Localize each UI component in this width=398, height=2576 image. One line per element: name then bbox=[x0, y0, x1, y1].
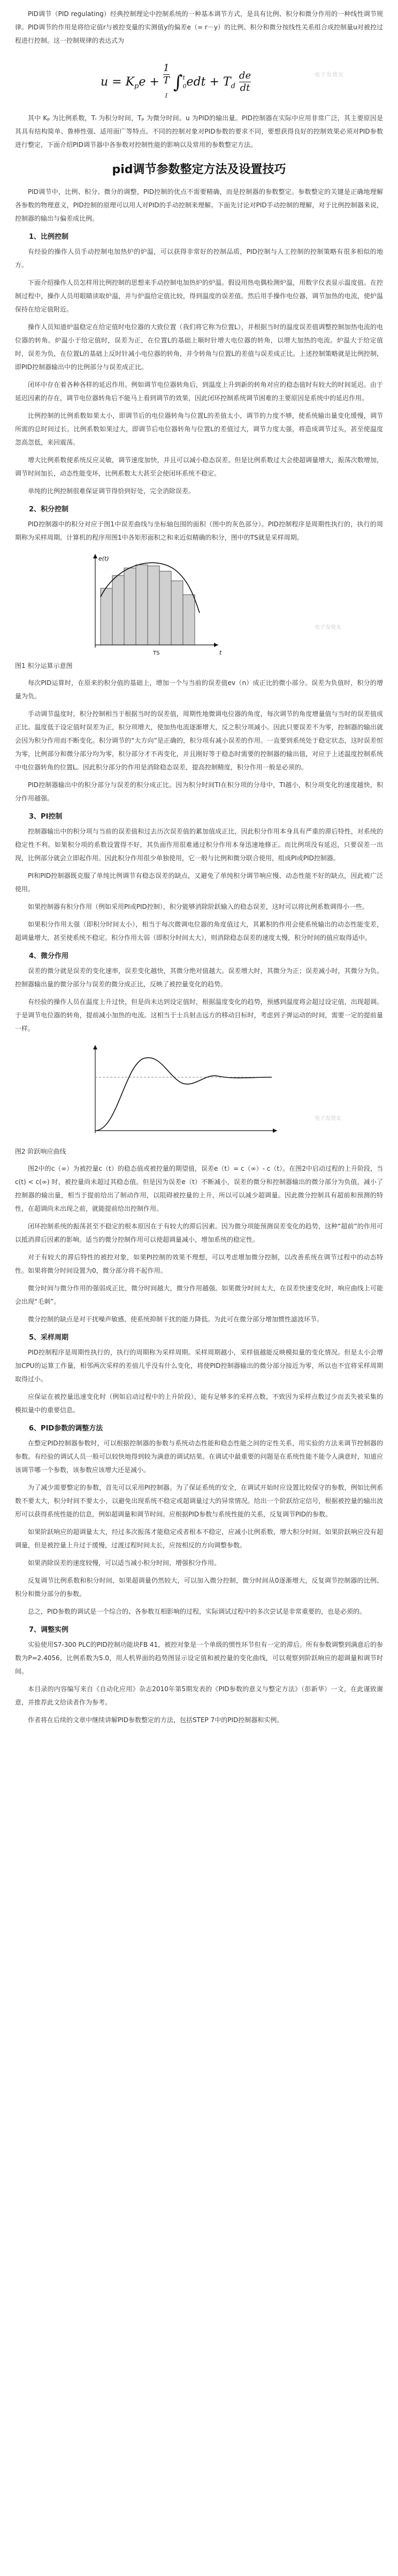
paragraph: 微分控制的缺点是对干扰噪声敏感，使系统抑制干扰的能力降低。为此可在微分部分增加惯性滤波环节。 bbox=[28, 1316, 324, 1323]
integral-fraction: 1 T $_I$ bbox=[163, 63, 170, 99]
paragraph: 每次PID运算时，在原来的积分值的基础上，增加一个与当前的误差值ev（n）成正比的微小部分。误差为负值时，积分的增量为负。 bbox=[15, 679, 383, 700]
paragraph: 总之，PID参数的调试是一个综合的、各参数互相影响的过程，实际调试过程中的多次尝试是非常重要的，也是必须的。 bbox=[28, 1608, 366, 1615]
paragraph: 增大比例系数使系统反应灵敏，调节速度加快，并且可以减小稳态误差。但是比例系数过大会使超调量增大，振荡次数增加，调节时间加长，动态性能变坏，比例系数太大甚至会使闭环系统不稳定。 bbox=[15, 456, 383, 477]
integral-y-label: e(t) bbox=[98, 555, 109, 562]
ts-label: TS bbox=[153, 650, 160, 656]
paragraph: PI和PID控制器既克服了单纯比例调节有稳态误差的缺点，又避免了单纯积分调节响应慢、动态性能不好的缺点，因此被广泛使用。 bbox=[15, 872, 383, 893]
paragraph: 反复调节比例系数和积分时间，如果超调量仍然较大，可以加入微分控制，微分时间从0逐渐增大，反复调节控制器的比例、积分和微分部分的参数。 bbox=[15, 1577, 383, 1598]
paragraph: 单纯的比例控制很难保证调节得恰到好处，完全消除误差。 bbox=[28, 487, 195, 495]
section-heading: 1、比例控制 bbox=[29, 233, 69, 241]
paragraph: 作者将在后续的文章中继续讲解PID参数整定的方法，包括STEP 7中的PID控制器和实例。 bbox=[28, 1716, 284, 1724]
pid-equation: $u = K_pe$ + 1 T $_I$ ∫ t 0 edt + $T_d$ $\frac{de}{dt}$ bbox=[101, 63, 251, 102]
integral-x-label: t bbox=[219, 649, 222, 656]
figure-watermark: 电子发烧友 bbox=[315, 625, 341, 631]
paragraph: PID控制器输出中的积分部分与误差的积分成正比。因为积分时间TI在积分项的分母中，TI越小，积分项变化的速度越快，积分作用越强。 bbox=[15, 781, 383, 802]
figure-caption: 图1 积分运算示意图 bbox=[15, 662, 73, 670]
paragraph: 在整定PID控制器参数时，可以根据控制器的参数与系统动态性能和稳态性能之间的定性关系，用实验的方法来调节控制器的参数。有经验的调试人员一般可以较快地得到较为满意的调试结果。在调试中最重要的问题是在系统性能不能令人满意时，知道应该调节哪一个参数，该参数应该增大还是减小。 bbox=[15, 1439, 383, 1474]
figure-caption: 图2 阶跃响应曲线 bbox=[15, 1148, 66, 1155]
article-content bbox=[15, 7, 383, 1731]
paragraph: 应保证在被控量迅速变化时（例如启动过程中的上升阶段），能有足够多的采样点数，不致因为采样点数过少而丢失被采集的模拟量中的重要信息。 bbox=[15, 1393, 383, 1414]
paragraph: 如果控制器有积分作用（例如采用PI或PID控制），积分能够消除阶跃输入的稳态误差，这时可以将比例系数调得小一些。 bbox=[28, 903, 369, 910]
paragraph: 有经验的操作人员在温度上升过快，但是尚未达到设定值时，根据温度变化的趋势，预感到温度将会超过设定值，出现超调。于是调节电位器的转角，提前减小加热的电流。这相当于士兵射击远方的移动目标时，考虑到子弹运动的时间，需要一定的提前量一样。 bbox=[15, 998, 383, 1032]
paragraph: PID调节中，比例、积分、微分的调整，PID控制的优点不需要精确，而是控制器的参数整定。参数整定的关键是正确地理解各参数的物理意义，PID控制的原理可以用人对PID的手动控制来理解。下面先讨论对PID手动控制的理解，对于比例控制器来说，控制器的输出与偏差成比例。 bbox=[15, 188, 383, 222]
paragraph: 比例控制的比例系数如果太小，即调节后的电位器转角与位置L的差值太小，调节的力度不够，使系统输出量变化缓慢，调节所需的总时间过长。比例系数如果过大，即调节后电位器转角与位置L的差值过大，调节力度太强，将造成调节过头，甚至使温度忽高忽低，来回震荡。 bbox=[15, 412, 383, 446]
figure-watermark: 电子发烧友 bbox=[315, 1116, 341, 1122]
section-heading: 6、PID参数的调整方法 bbox=[29, 1425, 103, 1433]
after-formula-paragraph: 其中 Kₚ 为比例系数，Tᵢ 为积分时间，Tₚ 为微分时间。u 为PID的输出量。PID控制器在实际中应用非常广泛，其主要原因是其具有结构简单、鲁棒性强、适用面广等特点。不同的控制对象对PID参数的要求不同，要想获得良好的控制效果必须对PID参数进行整定，下面介绍PID调节器中各参数对控制性能的影响以及常用的参数整定方法。 bbox=[15, 114, 383, 149]
section-heading: 3、PI控制 bbox=[29, 813, 63, 821]
paragraph: 控制器输出中的积分项与当前的误差值和过去历次误差值的累加值成正比，因此积分作用本身具有严重的滞后特性，对系统的稳定性不利。如果积分项的系数设置得不好，其负面作用很难通过积分作用本身迅速地修正。而比例项没有延迟，只要误差一出现，比例部分就会立即起作用。因此积分作用很少单独使用，它一般与比例和微分联合使用，组成PI或PID控制器。 bbox=[15, 828, 383, 862]
paragraph: 本目录的内容编写来自《自动化应用》杂志2010年第5期发表的《PID参数的意义与整定方法》（彭新华）一文，在此谨致谢意，并推荐此文给读者作为参考。 bbox=[15, 1685, 383, 1706]
paragraph: PID控制器中的积分对应于图1中误差曲线与坐标轴包围的面积（图中的灰色部分）。PID控制程序是周期性执行的，执行的周期称为采样周期。计算机的程序用图1中各矩形面积之和来近似精确的积分，图中的TS就是采样周期。 bbox=[15, 520, 383, 541]
formula-watermark: 电子发烧友 bbox=[315, 72, 344, 78]
paragraph: 如果阶跃响应的超调量太大，经过多次振荡才能稳定或者根本不稳定，应减小比例系数、增大积分时间。如果阶跃响应没有超调量，但是被控量上升过于缓慢，过渡过程时间太长，应按相反的方向调整参数。 bbox=[15, 1528, 383, 1549]
paragraph: 图2中的c（∞）为被控量c（t）的稳态值或被控量的期望值，误差e（t）= c（∞）- c（t）。在图2中启动过程的上升阶段，当 c(t) < c(∞) 时，被控量尚未超过其稳态值。但是因为误差e（t）不断减小，误差的微分和控制器输出的微分部分为负值，减小了控制器的输出量，相当于提前给出了制动作用，以阻碍被控量的上升，所以可以减少超调量。因此微分控制具有超前和预测的特性，在超调尚未出现之前，就能提前给出控制作用。 bbox=[15, 1165, 383, 1212]
integral-diagram bbox=[15, 549, 383, 656]
paragraph: PID控制程序是周期性执行的，执行的周期称为采样周期。采样周期越小，采样值越能反映模拟量的变化情况。但是太小会增加CPU的运算工作量，相邻两次采样的差值几乎没有什么变化，将使PID控制器输出的微分部分接近为零，所以也不宜将采样周期取得过小。 bbox=[15, 1349, 383, 1383]
section-heading: 2、积分控制 bbox=[29, 505, 69, 513]
paragraph: 如果消除误差的速度较慢，可以适当减小积分时间，增强积分作用。 bbox=[28, 1559, 221, 1567]
section-heading: 4、微分作用 bbox=[29, 952, 69, 960]
paragraph: 闭环控制系统的振荡甚至不稳定的根本原因在于有较大的滞后因素。因为微分项能预测误差变化的趋势，这种“超前”的作用可以抵消滞后因素的影响。适当的微分控制作用可以使超调量减小，增加系统的稳定性。 bbox=[15, 1223, 383, 1243]
step-response-diagram bbox=[15, 1040, 383, 1141]
paragraph: 实验使用S7-300 PLC的PID控制功能块FB 41，被控对象是一个单级的惯性环节但有一定的滞后。所有参数调整到满意后的参数为P=2.4056，比例系数为5.0，用人机界面的趋势图显示设定值和被控量的变化曲线，可以观察到阶跃响应的超调量和调节时间。 bbox=[15, 1641, 383, 1675]
section-heading: 7、调整实例 bbox=[29, 1626, 69, 1634]
paragraph: 对于有较大的滞后特性的被控对象，如果PI控制的效果不理想，可以考虑增加微分控制，以改善系统在调节过程中的动态特性。如果将微分时间设置为0，微分部分将不起作用。 bbox=[15, 1254, 383, 1274]
paragraph: 有经验的操作人员手动控制电加热炉的炉温，可以获得非常好的控制品质，PID控制与人工控制的控制策略有很多相似的地方。 bbox=[15, 248, 383, 269]
paragraph: 下面介绍操作人员怎样用比例控制的思想来手动控制电加热炉的炉温。假设用热电偶检测炉温，用数字仪表显示温度值。在控制过程中，操作人员用眼睛读取炉温，并与炉温给定值比较，得到温度的误差值。然后用手操作电位器，调节加热的电流，使炉温保持在给定值附近。 bbox=[15, 279, 383, 313]
article-title: pid调节参数整定方法及设置技巧 bbox=[112, 163, 286, 176]
paragraph: 为了减少需要整定的参数，首先可以采用PI控制器。为了保证系统的安全，在调试开始时应设置比较保守的参数，例如比例系数不要太大，积分时间不要太小，以避免出现系统不稳定或超调量过大的异常情况。给出一个阶跃给定信号，根据被控量的输出波形可以获得系统性能的信息，例如超调量和调节时间。应根据PID参数与系统性能的关系，反复调节PID的参数。 bbox=[15, 1484, 383, 1518]
paragraph: 微分时间与微分作用的强弱成正比，微分时间越大，微分作用越强。如果微分时间太大，在误差快速变化时，响应曲线上可能会出现“毛刺”。 bbox=[15, 1285, 383, 1305]
paragraph: 操作人员知道炉温稳定在给定值时电位器的大致位置（我们将它称为位置L），并根据当时的温度误差值调整控制加热电流的电位器的转角。炉温小于给定值时，误差为正，在位置L的基础上顺时针增大电位器的转角，以增大加热的电流。炉温大于给定值时，误差为负，在位置L的基础上反时针减小电位器的转角，并令转角与位置L的差值与误差成正比。上述控制策略就是比例控制，即PID控制器输出中的比例部分与误差成正比。 bbox=[15, 323, 383, 371]
pid-formula bbox=[15, 53, 383, 101]
paragraph: 如果积分作用太强（即积分时间太小），相当于每次微调电位器的角度值过大，其累积的作用会使系统输出的动态性能变差，超调量增大，甚至使系统不稳定。积分作用太弱（即积分时间太大），则消除稳态误差的速度太慢，积分时间的值应取得适中。 bbox=[15, 921, 383, 941]
paragraph: 误差的微分就是误差的变化速率，误差变化越快，其微分绝对值越大。误差增大时，其微分为正；误差减小时，其微分为负。控制器输出量的微分部分与误差的微分成正比，反映了被控量变化的趋势。 bbox=[15, 967, 383, 988]
integral-figure bbox=[15, 549, 383, 670]
paragraph: 闭环中存在着各种各样的延迟作用。例如调节电位器转角后，到温度上升到新的转角对应的稳态值时有较大的时间延迟。由于延迟因素的存在，调节电位器转角后不能马上看到调节的效果，因此闭环控制系统调节困难的主要原因是系统中的延迟作用。 bbox=[15, 381, 383, 402]
section-heading: 5、采样周期 bbox=[29, 1334, 69, 1342]
paragraph: 手动调节温度时，积分控制相当于根据当时的误差值，周期性地微调电位器的角度，每次调节的角度增量值与当时的误差值成正比。温度低于设定值时误差为正，积分项增大，使加热电流逐渐增大，反之积分项减小。因此只要误差不为零，控制器的输出就会因为积分作用而不断变化。积分调节的“大方向”是正确的，积分项有减小误差的作用。一直要到系统处于稳定状态，这时误差恒为零，比例部分和微分部分均为零，积分部分才不再变化，并且刚好等于稳态时需要的控制器的输出值，对应于上述温度控制系统中电位器转角的位置L。因此积分部分的作用是消除稳态误差，提高控制精度，积分作用一般是必须的。 bbox=[15, 710, 383, 771]
intro-paragraph: PID调节（PID regulating）经典控制理论中控制系统的一种基本调节方式，是具有比例、积分和微分作用的一种线性调节规律。PID调节的作用是将给定值r与被控变量的实测值y的偏差e（= r－y）的比例、积分和微分按线性关系组合成控制量u对被控过程进行控制。这一控制规律的表达式为 bbox=[15, 10, 383, 44]
derivative-fraction: $\frac{de}{dt}$ bbox=[239, 70, 251, 94]
step-response-figure bbox=[15, 1040, 383, 1156]
